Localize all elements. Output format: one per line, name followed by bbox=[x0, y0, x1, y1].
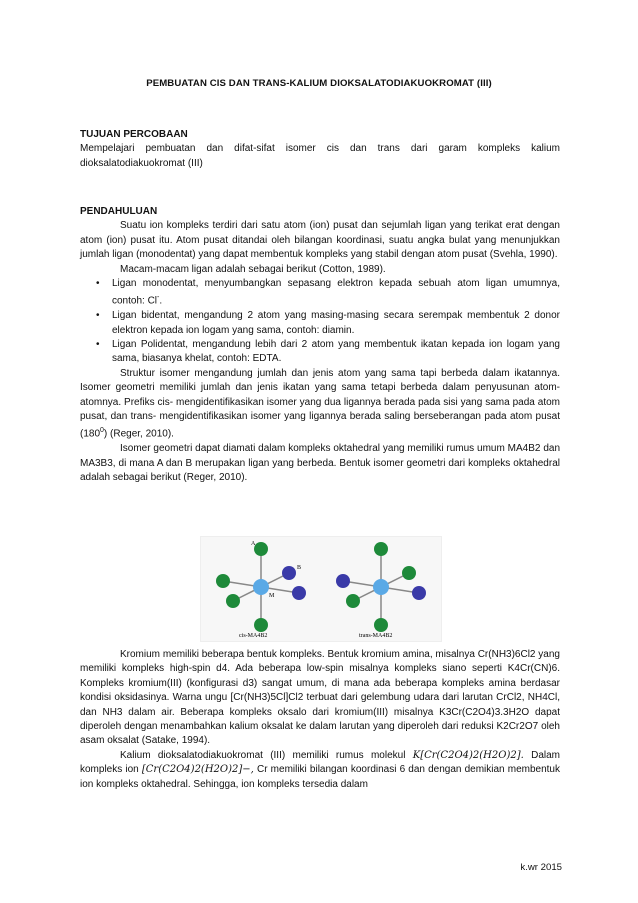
tujuan-section bbox=[80, 128, 560, 171]
list-item: • Ligan bidentat, mengandung 2 atom yang masing-masing secara serempak membentuk 2 donor elektron kepada ion logam yang sama, contoh: diamin. bbox=[96, 310, 560, 336]
formula-molecule: K[Cr(C2O4)2(H2O)2]. bbox=[412, 749, 524, 761]
pendahuluan-paragraph-2: Macam-macam ligan adalah sebagai berikut (Cotton, 1989). bbox=[120, 263, 386, 275]
list-item-text: Ligan monodentat, menyumbangkan sepasang elektron kepada sebuah atom ligan umumnya, contoh: Cl bbox=[112, 278, 560, 307]
ligand-b-atom bbox=[282, 566, 296, 580]
ligand-a-atom bbox=[226, 594, 240, 608]
ligand-b-atom bbox=[292, 586, 306, 600]
pendahuluan-paragraph-4: Isomer geometri dapat diamati dalam kompleks oktahedral yang memiliki rumus umum MA4B2 dan MA3B3, di mana A dan B merupakan ligan yang berbeda. Bentuk isomer geometri dari kompleks oktahedral adalah sebagai berikut (Reger, 2010). bbox=[80, 443, 560, 483]
ligand-a-atom bbox=[374, 542, 388, 556]
tujuan-text: Mempelajari pembuatan dan difat-sifat isomer cis dan trans dari garam kompleks kalium dioksalatodiakuokromat (III) bbox=[80, 143, 560, 169]
isomer-figure bbox=[200, 536, 442, 642]
list-item-text: Ligan Polidentat, mengandung lebih dari 2 atom yang membentuk ikatan kepada ion logam yang sama, biasanya khelat, contoh: EDTA. bbox=[112, 338, 560, 365]
cis-label: cis-MA4B2 bbox=[239, 633, 268, 639]
trans-label: trans-MA4B2 bbox=[359, 633, 393, 639]
ligand-a-atom bbox=[254, 542, 268, 556]
cis-isomer bbox=[216, 541, 306, 639]
ligand-a-atom bbox=[254, 618, 268, 632]
metal-center-atom bbox=[373, 579, 389, 595]
ligand-a-atom bbox=[346, 594, 360, 608]
pendahuluan-heading: PENDAHULUAN bbox=[80, 206, 158, 217]
kromium-section bbox=[80, 648, 560, 792]
pendahuluan-paragraph-1: Suatu ion kompleks terdiri dari satu atom (ion) pusat dan sejumlah ligan yang terikat erat dengan atom (ion) pusat itu. Atom pusat ditandai oleh bilangan koordinasi, suatu angka bulat yang menunjukkan jumlah ligan (monodentat) yang dapat membentuk kompleks yang stabil dengan atom pusat (Svehla, 1990). bbox=[80, 220, 560, 261]
ligand-b-atom bbox=[412, 586, 426, 600]
list-item: • Ligan Polidentat, mengandung lebih dari 2 atom yang membentuk ikatan kepada ion logam yang sama, biasanya khelat, contoh: EDTA. bbox=[96, 338, 560, 365]
formula-ion: [Cr(C2O4)2(H2O)2]−, bbox=[141, 764, 254, 776]
octahedral-diagram bbox=[201, 537, 441, 641]
list-item: • Ligan monodentat, menyumbangkan sepasang elektron kepada sebuah atom ligan umumnya, contoh: Cl-. bbox=[96, 278, 560, 307]
pendahuluan-paragraph-3: Struktur isomer mengandung jumlah dan jenis atom yang sama tapi berbeda dalam ikatannya. Isomer geometri memiliki jumlah dan jenis ikatan yang sama tetapi berbeda dalam penyusunan atom-atomnya. Prefiks cis- mengidentifikasikan isomer yang dua ligannya berada pada sisi yang sama pada atom pusat, dan trans- mengidentifikasikan isomer yang ligannya berada saling berseberangan pada atom pusat $(180^0)$ (Reger, 2010). bbox=[80, 367, 560, 440]
pendahuluan-paragraph-5: Kromium memiliki beberapa bentuk kompleks. Bentuk kromium amina, misalnya Cr(NH3)6Cl2 yang memiliki kompleks high-spin d4. Ada beberapa low-spin misalnya kompleks siano seperti K4Cr(CN)6. Kompleks kromium(III) (konfigurasi d3) sangat umum, di mana ada beberapa kompleks amina berdasar kondisi oksidasinya. Warna ungu [Cr(NH3)5Cl]Cl2 terbuat dari gelembung udara dari larutan CrCl2, NH4Cl, dan NH3 dalam air. Beberapa kompleks oksalo dari kromium(III) misalnya K3Cr(C2O4)3.3H2O dapat diperoleh dengan menambahkan kalium oksalat ke dalam larutan yang diperoleh dari reduksi K2Cr2O7 oleh asam oksalat (Satake, 1994). bbox=[80, 649, 560, 747]
ligand-list bbox=[80, 277, 560, 367]
ligand-b-atom bbox=[336, 574, 350, 588]
tujuan-heading: TUJUAN PERCOBAAN bbox=[80, 129, 188, 140]
document-title: PEMBUATAN CIS DAN TRANS-KALIUM DIOKSALATODIAKUOKROMAT (III) bbox=[146, 78, 492, 89]
atom-label-m: M bbox=[269, 593, 275, 599]
list-item-text: Ligan bidentat, mengandung 2 atom yang masing-masing secara serempak membentuk 2 donor elektron kepada ion logam yang sama, contoh: diamin. bbox=[112, 310, 560, 336]
pendahuluan-paragraph-6: Kalium dioksalatodiakuokromat (III) memiliki rumus molekul K[Cr(C2O4)2(H2O)2]. Dalam kompleks ion [Cr(C2O4)2(H2O)2]−, Cr memiliki bilangan koordinasi 6 dan dengan demikian membentuk ion kompleks oktahedral. Sehingga, ion kompleks tersedia dalam bbox=[80, 749, 560, 790]
atom-label-a: A bbox=[251, 541, 256, 547]
metal-center-atom bbox=[253, 579, 269, 595]
ligand-a-atom bbox=[402, 566, 416, 580]
ligand-a-atom bbox=[216, 574, 230, 588]
trans-isomer bbox=[336, 542, 426, 639]
page-footer: k.wr 2015 bbox=[520, 862, 562, 873]
atom-label-b: B bbox=[297, 565, 302, 571]
pendahuluan-section bbox=[80, 205, 560, 485]
ligand-a-atom bbox=[374, 618, 388, 632]
